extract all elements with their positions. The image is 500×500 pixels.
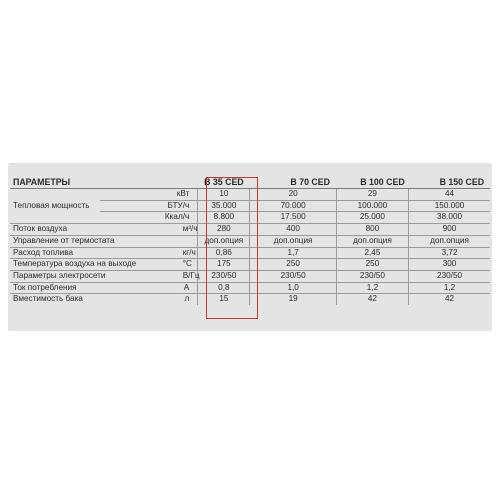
table-row <box>10 259 490 271</box>
table-row <box>10 247 490 259</box>
param-cell: Температура воздуха на выходе <box>10 259 183 271</box>
value-cell: 230/50 <box>409 270 490 282</box>
value-cell: 15 <box>198 294 250 305</box>
table-row <box>10 282 490 294</box>
param-cell: Вместимость бака <box>13 294 83 304</box>
value-cell: доп.опция <box>250 235 336 247</box>
unit-cell: °C <box>183 259 198 271</box>
value-cell: 70.000 <box>250 200 336 212</box>
value-cell: 19 <box>250 294 336 305</box>
value-cell: доп.опция <box>409 235 490 247</box>
value-cell: 3,72 <box>409 247 490 259</box>
value-cell: 1,2 <box>409 282 490 294</box>
value-cell: 1,2 <box>336 282 408 294</box>
unit-cell: Ккал/ч <box>100 212 197 224</box>
value-cell: доп.опция <box>198 235 250 247</box>
value-cell: 20 <box>250 189 336 201</box>
spec-table <box>10 176 490 305</box>
model-header: B 35 CED <box>198 176 250 189</box>
value-cell: 280 <box>198 224 250 236</box>
value-cell: 1,7 <box>250 247 336 259</box>
value-cell: 230/50 <box>250 270 336 282</box>
value-cell: 175 <box>198 259 250 271</box>
unit-cell: м³/ч <box>183 224 198 236</box>
table-row <box>10 189 490 201</box>
value-cell: 250 <box>250 259 336 271</box>
unit-cell: В/Гц <box>183 270 198 282</box>
value-cell: доп.опция <box>336 235 408 247</box>
value-cell: 800 <box>336 224 408 236</box>
value-cell: 42 <box>444 294 455 304</box>
param-cell: Ток потребления <box>10 282 183 294</box>
value-cell: 8.800 <box>198 212 250 224</box>
table-row <box>10 235 490 247</box>
model-header: B 150 CED <box>434 176 490 189</box>
unit-cell: л <box>183 294 198 305</box>
unit-cell: кВт <box>100 189 197 201</box>
value-cell: 250 <box>336 259 408 271</box>
value-cell: 17.500 <box>250 212 336 224</box>
value-cell: 150.000 <box>409 200 490 212</box>
table-row <box>10 270 490 282</box>
unit-cell: А <box>183 282 198 294</box>
value-cell: 10 <box>198 189 250 201</box>
value-cell: 38.000 <box>409 212 490 224</box>
value-cell: 900 <box>409 224 490 236</box>
value-cell: 300 <box>409 259 490 271</box>
value-cell: 25.000 <box>336 212 408 224</box>
param-cell: Расход топлива <box>10 247 183 259</box>
value-cell: 42 <box>336 294 408 305</box>
param-cell: Поток воздуха <box>10 224 183 236</box>
unit-cell: кг/ч <box>183 247 198 259</box>
value-cell: 400 <box>250 224 336 236</box>
value-cell: 230/50 <box>336 270 408 282</box>
value-cell: 0,8 <box>198 282 250 294</box>
value-cell: 230/50 <box>198 270 250 282</box>
heat-output-label: Тепловая мощность <box>10 189 100 224</box>
table-row <box>10 224 490 236</box>
value-cell: 29 <box>336 189 408 201</box>
value-cell: 100.000 <box>336 200 408 212</box>
value-cell: 44 <box>409 189 490 201</box>
unit-cell: БТУ/ч <box>100 200 197 212</box>
param-cell: Параметры электросети <box>10 270 183 282</box>
table-header-row <box>10 176 490 189</box>
model-header: B 70 CED <box>284 176 336 189</box>
table-row <box>10 294 490 305</box>
value-cell: 0,86 <box>198 247 250 259</box>
value-cell: 35.000 <box>198 200 250 212</box>
param-header: ПАРАМЕТРЫ <box>10 176 198 189</box>
value-cell: 2,45 <box>336 247 408 259</box>
model-header: B 100 CED <box>356 176 408 189</box>
unit-cell <box>183 235 198 247</box>
param-cell: Управление от термостата <box>10 235 183 247</box>
value-cell: 1,0 <box>250 282 336 294</box>
